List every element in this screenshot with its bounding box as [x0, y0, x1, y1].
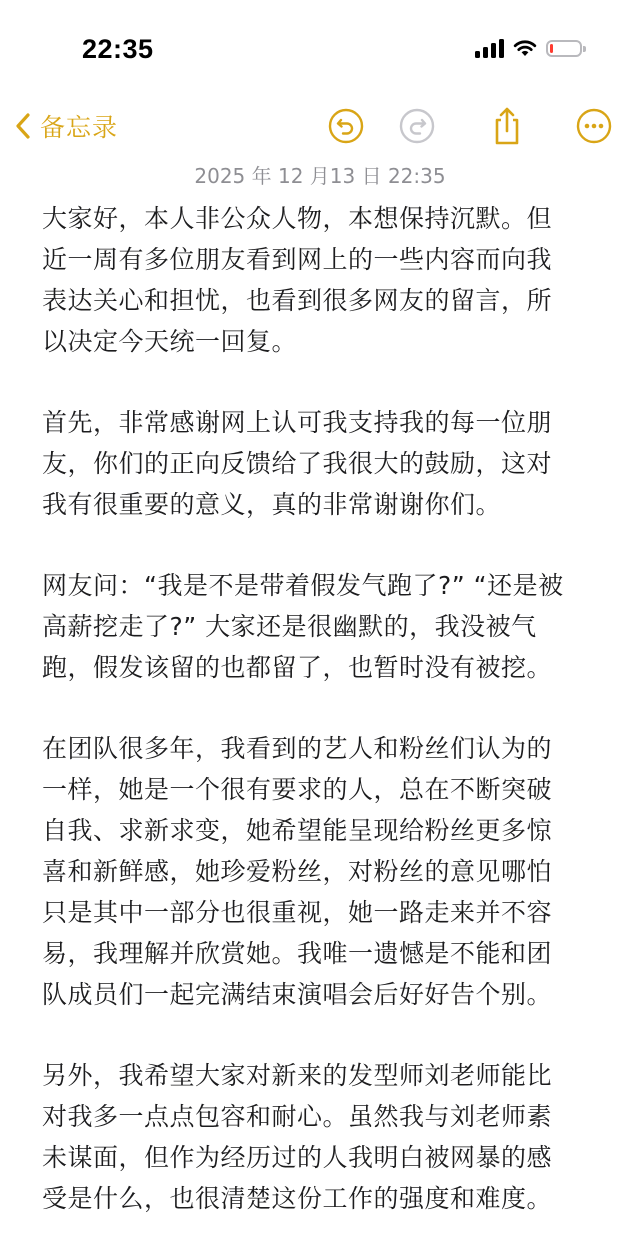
note-text-line: 跑，假发该留的也都留了，也暂时没有被挖。	[42, 653, 553, 682]
note-paragraph	[42, 402, 598, 525]
note-text-line: 首先，非常感谢网上认可我支持我的每一位朋	[42, 408, 553, 437]
note-text-line: 队成员们一起完满结束演唱会后好好告个别。	[42, 980, 553, 1009]
battery-level	[550, 44, 553, 53]
note-text-line: 一样，她是一个很有要求的人，总在不断突破	[42, 775, 553, 804]
note-text-line: 另外，我希望大家对新来的发型师刘老师能比	[42, 1061, 553, 1090]
back-button[interactable]	[12, 104, 118, 148]
note-text-line: 自我、求新求变，她希望能呈现给粉丝更多惊	[42, 816, 553, 845]
note-text-line: 以决定今天统一回复。	[42, 327, 298, 356]
note-text-line: 只是其中一部分也很重视，她一路走来并不容	[42, 898, 553, 927]
note-text-line: 大家好，本人非公众人物，本想保持沉默。但	[42, 204, 553, 233]
chevron-left-icon	[12, 111, 36, 141]
note-paragraph	[42, 1055, 598, 1219]
back-label: 备忘录	[40, 113, 119, 142]
status-bar	[0, 0, 640, 100]
cellular-signal-icon	[475, 38, 504, 58]
note-text-line: 喜和新鲜感，她珍爱粉丝，对粉丝的意见哪怕	[42, 857, 553, 886]
battery-icon	[546, 40, 582, 57]
nav-bar	[0, 100, 640, 152]
note-text-line: 未谋面，但作为经历过的人我明白被网暴的感	[42, 1143, 553, 1172]
undo-button[interactable]	[324, 104, 368, 148]
note-paragraph	[42, 728, 598, 1015]
redo-button[interactable]	[395, 104, 439, 148]
note-date: 2025 年 12 月13 日 22:35	[194, 164, 446, 188]
more-button[interactable]	[572, 104, 616, 148]
note-text-line: 友，你们的正向反馈给了我很大的鼓励，这对	[42, 449, 553, 478]
note-paragraph	[42, 565, 598, 688]
share-icon	[489, 106, 525, 146]
wifi-icon	[513, 39, 537, 57]
note-text-line: 受是什么，也很清楚这份工作的强度和难度。	[42, 1184, 553, 1213]
undo-icon	[328, 108, 364, 144]
note-text-line: 表达关心和担忧，也看到很多网友的留言，所	[42, 286, 553, 315]
note-text-line: 我有很重要的意义，真的非常谢谢你们。	[42, 490, 502, 519]
note-body[interactable]	[42, 198, 598, 1259]
note-text-line: 对我多一点点包容和耐心。虽然我与刘老师素	[42, 1102, 553, 1131]
status-time: 22:35	[82, 34, 154, 64]
redo-icon	[399, 108, 435, 144]
note-text-line: 在团队很多年，我看到的艺人和粉丝们认为的	[42, 734, 553, 763]
note-text-line: 易，我理解并欣赏她。我唯一遗憾是不能和团	[42, 939, 553, 968]
note-paragraph	[42, 198, 598, 362]
share-button[interactable]	[485, 104, 529, 148]
note-text-line: 近一周有多位朋友看到网上的一些内容而向我	[42, 245, 553, 274]
more-icon	[576, 108, 612, 144]
note-text-line: 高薪挖走了?” 大家还是很幽默的，我没被气	[42, 612, 537, 641]
status-icons	[475, 38, 582, 58]
note-text-line: 网友问：“我是不是带着假发气跑了?” “还是被	[42, 571, 564, 600]
